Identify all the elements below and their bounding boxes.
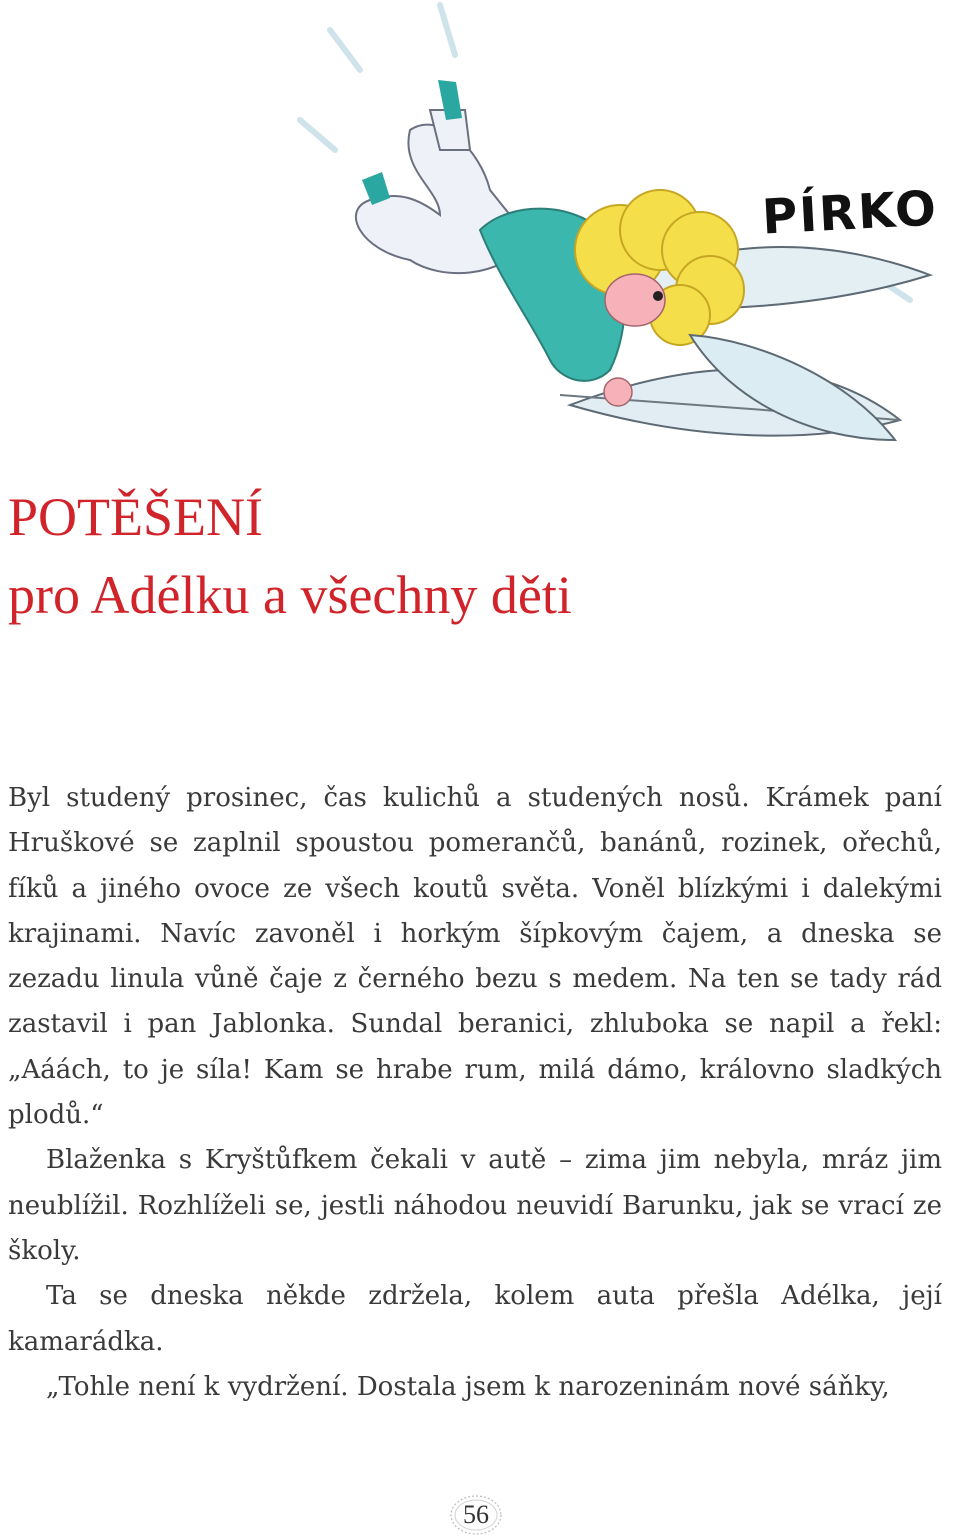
story-paragraph: Blaženka s Kryštůfkem čekali v autě – zima jim nebyla, mráz jim neublížil. Rozhlíželi se, jestli náhodou neuvidí Barunku, jak se vrací ze školy. [8,1145,942,1266]
pirko-illustration [290,0,950,480]
chapter-title [8,478,572,634]
story-paragraph: Byl studený prosinec, čas kulichů a studených nosů. Krámek paní Hruškové se zaplnil spoustou pomerančů, banánů, rozinek, ořechů, fíků a jiného ovoce ze všech koutů světa. Voněl blízkými i dalekými krajinami. Navíc zavoněl i horkým šípkovým čajem, a dneska se zezadu linula vůně čaje z černého bezu s medem. Na ten se tady rád zastavil i pan Jablonka. Sundal beranici, zhluboka se napil a řekl: „Aáách, to je síla! Kam se hrabe rum, milá dámo, královno sladkých plodů.“ [8,783,942,1131]
chapter-title-line-2: pro Adélku a všechny děti [8,565,572,625]
chapter-title-line-1: POTĚŠENÍ [8,487,263,547]
story-paragraph: Ta se dneska někde zdržela, kolem auta přešla Adélka, její kamarádka. [8,1281,942,1357]
pirko-label: PÍRKO [760,180,940,246]
page-number: 56 [463,1500,489,1529]
story-paragraph: „Tohle není k vydržení. Dostala jsem k narozeninám nové sáňky, [46,1371,890,1402]
story-text [8,776,942,1410]
page-number-badge [449,1494,503,1536]
